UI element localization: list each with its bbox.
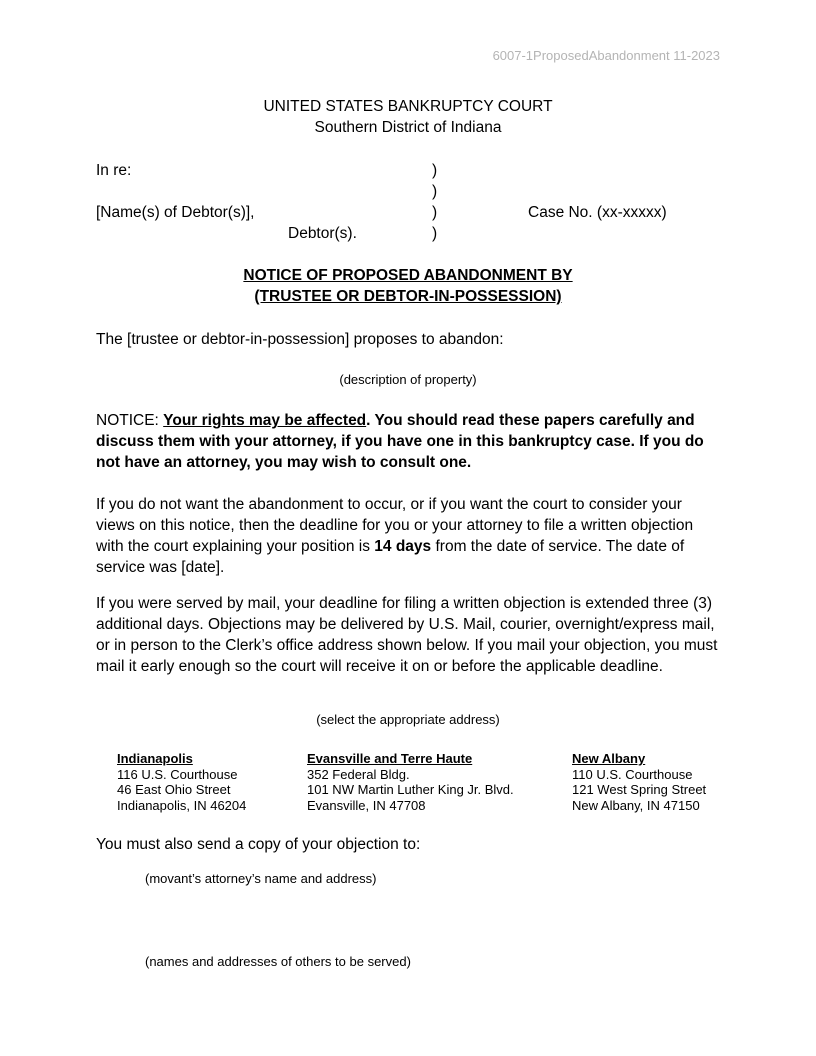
caption-debtor-name: [Name(s) of Debtor(s)], [96, 204, 255, 221]
notice-title [0, 265, 816, 307]
notice-label: NOTICE: [96, 412, 164, 429]
address-line: 121 West Spring Street [572, 782, 707, 797]
address-line: New Albany, IN 47150 [572, 797, 700, 813]
address-line: 46 East Ohio Street [117, 782, 231, 797]
movant-attorney-hint: (movant’s attorney’s name and address) [145, 871, 377, 886]
caption-in-re: In re: [96, 162, 132, 179]
rights-affected: Your rights may be affected [163, 412, 367, 429]
rights-notice [96, 410, 722, 473]
proposal-text: The [trustee or debtor-in-possession] proposes to abandon: [96, 331, 504, 348]
address-evansville [307, 751, 514, 813]
case-number: Case No. (xx-xxxxx) [528, 204, 667, 221]
court-header [0, 96, 816, 138]
objection-paragraph [96, 494, 722, 578]
court-district: Southern District of Indiana [314, 119, 502, 136]
address-line: Indianapolis, IN 46204 [117, 797, 247, 813]
address-line: 352 Federal Bldg. [307, 766, 410, 782]
caption-paren: ) [432, 225, 438, 242]
address-line: 116 U.S. Courthouse [117, 766, 238, 782]
caption-paren: ) [432, 204, 438, 221]
address-indianapolis [117, 751, 246, 813]
notice-title-line2: (TRUSTEE OR DEBTOR-IN-POSSESSION) [254, 288, 562, 305]
court-name: UNITED STATES BANKRUPTCY COURT [263, 98, 553, 115]
mail-paragraph: If you were served by mail, your deadline for filing a written objection is extended three (3) additional days. Objections may be delivered by U.S. Mail, courier, overnight/express mail, or in person to the Clerk’s office address shown below. If you mail your objection, you must mail it early enough so the court will receive it on or before the applicable deadline. [96, 595, 718, 675]
objection-text-1: If you do not want the abandonment to occur, or if you want the court to consider your views on this notice, then the deadline for you or your attorney to file a written objection with the court explaining your position is [96, 496, 694, 555]
address-line: 110 U.S. Courthouse [572, 766, 693, 782]
notice-title-line1: NOTICE OF PROPOSED ABANDONMENT BY [243, 267, 573, 284]
property-description-hint: (description of property) [339, 372, 477, 387]
form-id: 6007-1ProposedAbandonment 11-2023 [492, 48, 720, 63]
address-heading: Evansville and Terre Haute [307, 751, 473, 766]
address-heading: New Albany [572, 751, 646, 766]
copy-instruction: You must also send a copy of your objection to: [96, 836, 421, 853]
address-line: Evansville, IN 47708 [307, 797, 426, 813]
others-served-hint: (names and addresses of others to be served) [145, 954, 411, 969]
objection-text-2: from the date of service. The date of service was [date]. [96, 538, 685, 576]
address-select-hint: (select the appropriate address) [316, 712, 500, 727]
caption-paren: ) [432, 162, 438, 179]
notice-body: . You should read these papers carefully and discuss them with your attorney, if you have one in this bankruptcy case. If you do not have an attorney, you may wish to consult one. [96, 412, 704, 471]
address-line: 101 NW Martin Luther King Jr. Blvd. [307, 782, 514, 797]
caption-debtor-label: Debtor(s). [288, 225, 357, 242]
address-new-albany [572, 751, 706, 813]
caption-paren: ) [432, 183, 438, 200]
objection-deadline: 14 days [374, 538, 432, 555]
address-heading: Indianapolis [117, 751, 193, 766]
